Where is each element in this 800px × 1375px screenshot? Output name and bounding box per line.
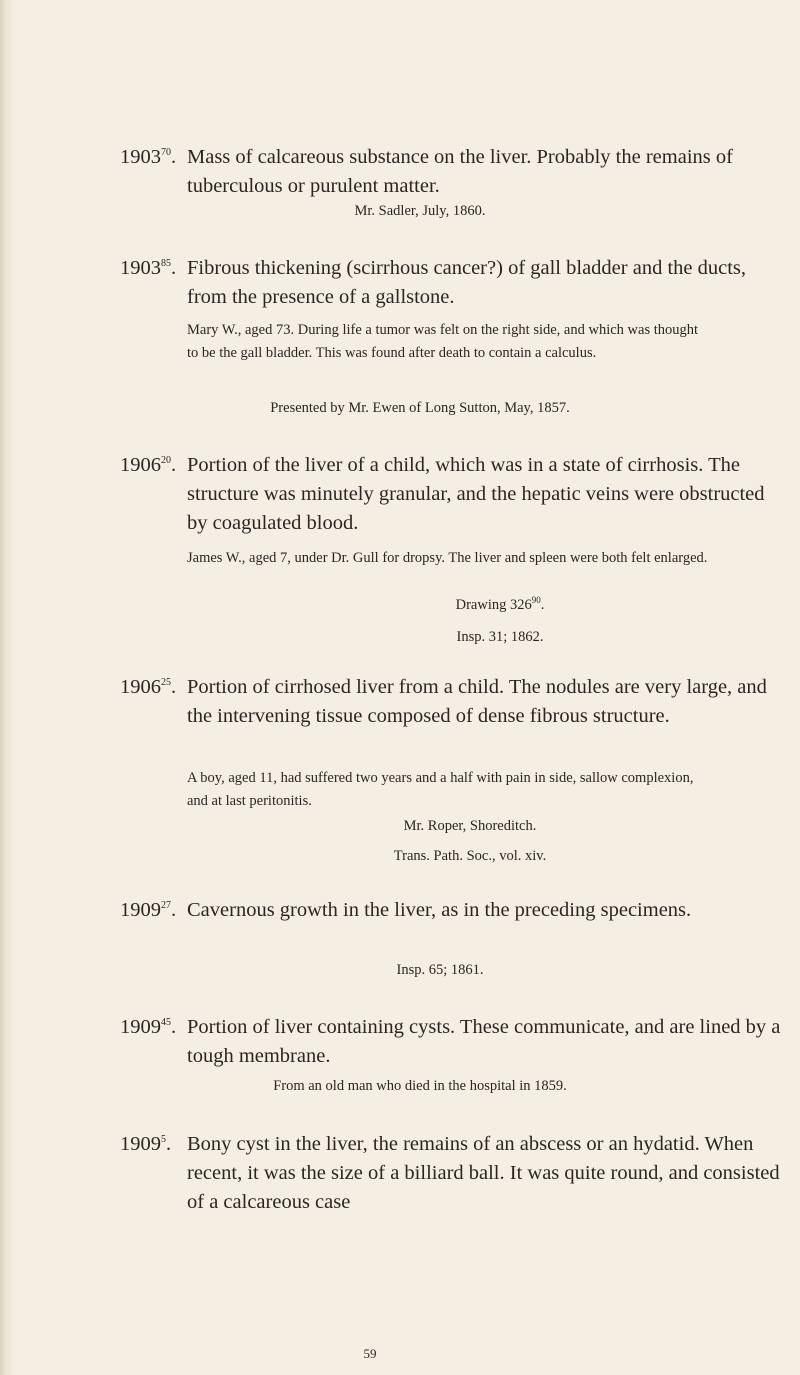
entry-description: 1909$^5$. Bony cyst in the liver, the remains of an abscess or an hydatid. When recent, it was the size of a billiard ball. It was quite round, and consisted of a calcareous case	[120, 1130, 787, 1217]
case-note: Mary W., aged 73. During life a tumor was felt on the right side, and which was thought to be the gall bladder. This was found after death to contain a calculus.	[187, 322, 699, 361]
drawing-reference: Drawing $326^{90}$.	[455, 595, 545, 613]
specimen-number: 1903$^{85}$.	[120, 257, 177, 279]
entry-description: 1906$^{20}$. Portion of the liver of a child, which was in a state of cirrhosis. The structure was minutely granular, and the hepatic veins were obstructed by coagulated blood.	[120, 451, 787, 538]
inspection-line: Insp. 31; 1862.	[456, 629, 544, 645]
book-spine-shadow	[0, 0, 14, 1375]
case-note: James W., aged 7, under Dr. Gull for dropsy. The liver and spleen were both felt enlarged.	[187, 550, 708, 566]
specimen-number: 1906$^{25}$.	[120, 676, 177, 698]
case-note: A boy, aged 11, had suffered two years and a half with pain in side, sallow complexion, and at last peritonitis.	[187, 770, 694, 809]
donor-line: Mr. Sadler, July, 1860.	[354, 203, 486, 219]
entry-description: 1903$^{70}$. Mass of calcareous substance on the liver. Probably the remains of tuberculous or purulent matter.	[120, 143, 787, 201]
entry-description: 1903$^{85}$. Fibrous thickening (scirrhous cancer?) of gall bladder and the ducts, from the presence of a gallstone.	[120, 254, 787, 312]
specimen-number: 1909$^{27}$.	[120, 899, 177, 921]
entry-description: 1909$^{27}$. Cavernous growth in the liver, as in the preceding specimens.	[120, 896, 787, 925]
reference-line: Trans. Path. Soc., vol. xiv.	[393, 848, 547, 864]
entry-description: 1906$^{25}$. Portion of cirrhosed liver from a child. The nodules are very large, and the intervening tissue composed of dense fibrous structure.	[120, 673, 787, 731]
provenance-line: From an old man who died in the hospital in 1859.	[273, 1078, 567, 1094]
inspection-line: Insp. 65; 1861.	[396, 962, 484, 978]
donor-line: Mr. Roper, Shoreditch.	[403, 818, 537, 834]
donor-line: Presented by Mr. Ewen of Long Sutton, May, 1857.	[270, 400, 570, 416]
specimen-number: 1909$^{45}$.	[120, 1016, 177, 1038]
entry-description: 1909$^{45}$. Portion of liver containing cysts. These communicate, and are lined by a tough membrane.	[120, 1013, 787, 1071]
page-number: 59	[363, 1346, 377, 1361]
specimen-number: 1906$^{20}$.	[120, 454, 177, 476]
specimen-number: 1909$^5$.	[120, 1133, 172, 1155]
specimen-number: 1903$^{70}$.	[120, 146, 177, 168]
